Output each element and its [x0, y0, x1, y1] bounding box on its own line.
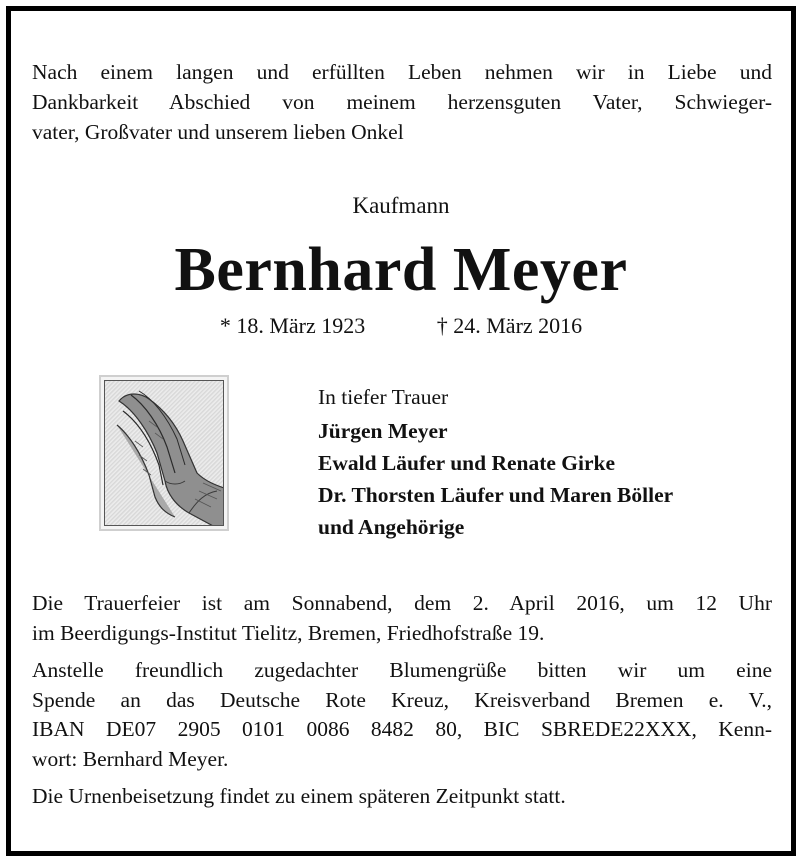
intro-line: vater, Großvater und unserem lieben Onkel — [32, 120, 404, 144]
praying-hands-image — [99, 375, 229, 531]
intro-text — [32, 57, 772, 147]
donation-line: Anstelle freundlich zugedachter Blumengrüße bitten wir um eine — [32, 658, 772, 682]
mourner-name: Ewald Läufer und Renate Girke — [318, 451, 616, 475]
funeral-paragraph — [32, 589, 772, 648]
donation-line: Spende an das Deutsche Rote Kreuz, Kreisverband Bremen e. V., — [32, 687, 772, 712]
deceased-name: Bernhard Meyer — [174, 236, 628, 304]
occupation: Kaufmann — [352, 193, 450, 218]
mourner-name: Dr. Thorsten Läufer und Maren Böller — [318, 483, 674, 507]
death-date: † 24. März 2016 — [436, 313, 583, 338]
intro-line: Nach einem langen und erfüllten Leben nehmen wir in Liebe und — [32, 60, 772, 84]
funeral-line: Die Trauerfeier ist am Sonnabend, dem 2. April 2016, um 12 Uhr — [32, 591, 772, 615]
funeral-line: im Beerdigungs-Institut Tielitz, Bremen, Friedhofstraße 19. — [32, 620, 545, 645]
ceremony-info — [32, 589, 772, 820]
obituary-notice — [6, 6, 796, 856]
mourning-heading: In tiefer Trauer — [318, 385, 449, 409]
donation-line: IBAN DE07 2905 0101 0086 8482 80, BIC SBREDE22XXX, Kenn- — [32, 717, 772, 741]
life-dates — [11, 311, 791, 341]
mourner-name: und Angehörige — [318, 515, 465, 539]
praying-hands-icon — [105, 381, 224, 526]
mourning-block — [318, 381, 778, 543]
donation-line: wort: Bernhard Meyer. — [32, 746, 229, 771]
urn-line: Die Urnenbeisetzung findet zu einem späteren Zeitpunkt statt. — [32, 784, 566, 808]
birth-date: * 18. März 1923 — [219, 313, 366, 338]
donation-paragraph — [32, 656, 772, 774]
intro-line: Dankbarkeit Abschied von meinem herzensguten Vater, Schwieger- — [32, 90, 772, 114]
urn-paragraph — [32, 782, 772, 812]
mourner-name: Jürgen Meyer — [318, 419, 448, 443]
